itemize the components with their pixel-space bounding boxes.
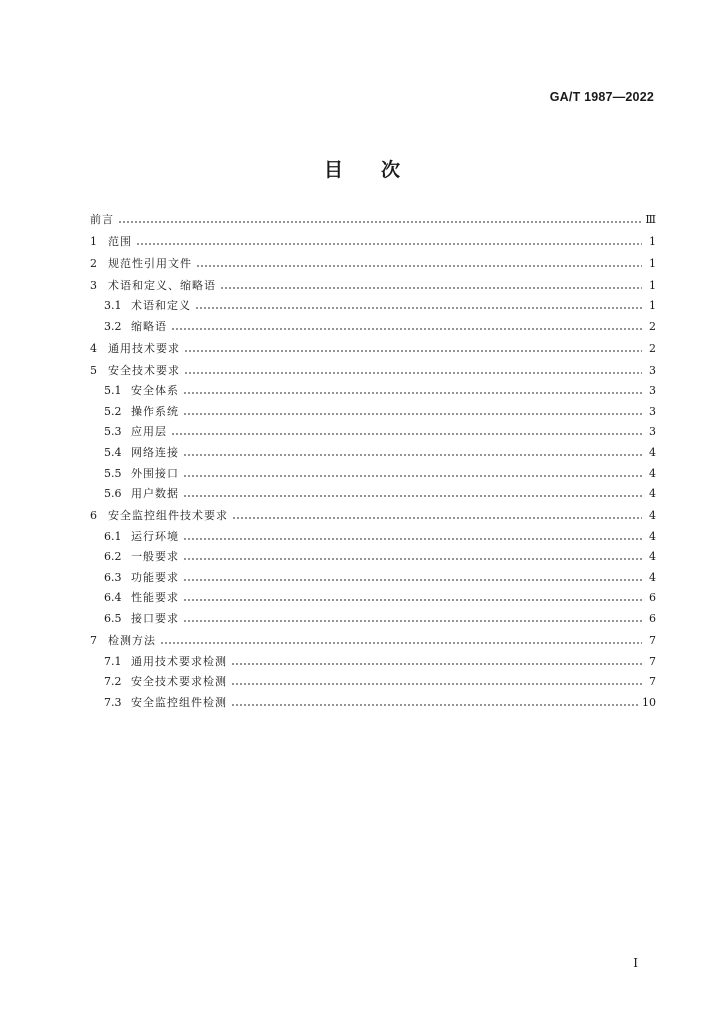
toc-entry-label: 前言 [90, 213, 114, 226]
toc-entry-page: 1 [649, 256, 656, 270]
toc-entry-number: 3.2 [104, 319, 122, 333]
toc-entry-number: 6.4 [104, 591, 122, 605]
toc-dot-leader [183, 486, 642, 498]
toc-title-char-2: 次 [381, 159, 401, 181]
toc-entry-label: 范围 [108, 234, 132, 248]
table-of-contents [90, 210, 656, 713]
toc-entry-label: 运行环境 [131, 529, 179, 543]
toc-entry-number: 7.3 [104, 695, 122, 709]
toc-entry-label: 安全技术要求检测 [131, 675, 227, 689]
toc-entry-label: 网络连接 [131, 446, 179, 460]
toc-dot-leader [171, 424, 642, 436]
toc-entry-label: 一般要求 [131, 550, 179, 564]
toc-entry[interactable] [90, 652, 656, 673]
toc-entry[interactable] [90, 672, 656, 693]
toc-entry[interactable] [90, 276, 656, 297]
toc-entry[interactable] [90, 568, 656, 589]
toc-entry[interactable] [90, 402, 656, 423]
toc-entry-page: 4 [649, 466, 656, 480]
toc-entry-page: 3 [649, 363, 656, 377]
toc-entry-page: 4 [649, 487, 656, 501]
toc-entry-label: 外围接口 [131, 466, 179, 480]
toc-entry[interactable] [90, 693, 656, 714]
page-number: I [633, 956, 638, 970]
toc-entry-label: 接口要求 [131, 612, 179, 626]
toc-dot-leader [183, 466, 642, 478]
toc-entry-label: 术语和定义、缩略语 [108, 278, 216, 292]
toc-entry-number: 5.2 [104, 404, 122, 418]
toc-entry-page: 6 [649, 591, 656, 605]
toc-dot-leader [183, 590, 642, 602]
standard-code: GA/T 1987—2022 [549, 90, 654, 104]
toc-title [0, 155, 724, 182]
toc-entry[interactable] [90, 506, 656, 527]
toc-entry-label: 应用层 [131, 425, 167, 439]
toc-entry-number: 7.1 [104, 654, 122, 668]
toc-dot-leader [220, 278, 642, 290]
toc-entry[interactable] [90, 464, 656, 485]
toc-entry-number: 1 [90, 234, 97, 248]
toc-entry-label: 性能要求 [131, 591, 179, 605]
toc-entry-number: 7 [90, 633, 97, 647]
toc-entry-label: 安全体系 [131, 384, 179, 398]
toc-entry-label: 安全技术要求 [108, 363, 180, 377]
toc-dot-leader [183, 445, 642, 457]
toc-entry-page: 4 [649, 509, 656, 523]
toc-entry-number: 5 [90, 363, 97, 377]
toc-entry-label: 功能要求 [131, 570, 179, 584]
toc-entry-page: 10 [642, 695, 656, 709]
toc-dot-leader [118, 212, 641, 224]
toc-entry-page: 1 [649, 278, 656, 292]
toc-entry-page: 7 [649, 675, 656, 689]
toc-dot-leader [183, 529, 642, 541]
toc-dot-leader [183, 611, 642, 623]
toc-entry-label: 安全监控组件技术要求 [108, 509, 228, 523]
toc-dot-leader [184, 363, 642, 375]
toc-entry-number: 4 [90, 341, 97, 355]
toc-entry-label: 检测方法 [108, 633, 156, 647]
toc-dot-leader [183, 404, 642, 416]
toc-entry-page: 7 [649, 654, 656, 668]
toc-title-char-1: 目 [323, 159, 343, 181]
toc-entry[interactable] [90, 484, 656, 505]
toc-entry-number: 2 [90, 256, 97, 270]
toc-entry-page: 3 [649, 384, 656, 398]
toc-entry[interactable] [90, 588, 656, 609]
toc-entry[interactable] [90, 361, 656, 382]
toc-entry-number: 7.2 [104, 675, 122, 689]
toc-entry-page: 3 [649, 425, 656, 439]
toc-entry[interactable] [90, 547, 656, 568]
toc-entry-number: 6.2 [104, 550, 122, 564]
toc-entry-page: 4 [649, 529, 656, 543]
toc-entry-label: 安全监控组件检测 [131, 695, 227, 709]
toc-entry-page: 3 [649, 404, 656, 418]
toc-entry-number: 6.3 [104, 570, 122, 584]
toc-entry-label: 规范性引用文件 [108, 256, 192, 270]
toc-dot-leader [183, 383, 642, 395]
toc-entry-page: 4 [649, 570, 656, 584]
toc-entry[interactable] [90, 631, 656, 652]
toc-entry[interactable] [90, 296, 656, 317]
toc-entry-number: 6 [90, 509, 97, 523]
toc-entry-number: 6.5 [104, 612, 122, 626]
toc-entry-label: 操作系统 [131, 404, 179, 418]
toc-entry[interactable] [90, 443, 656, 464]
toc-dot-leader [183, 570, 642, 582]
toc-entry-number: 3 [90, 278, 97, 292]
toc-entry-page: 4 [649, 446, 656, 460]
toc-entry-label: 术语和定义 [131, 299, 191, 313]
toc-dot-leader [183, 549, 642, 561]
toc-dot-leader [195, 298, 642, 310]
toc-entry-label: 缩略语 [131, 319, 167, 333]
toc-entry-page: 6 [649, 612, 656, 626]
toc-entry[interactable] [90, 317, 656, 338]
toc-dot-leader [136, 234, 642, 246]
toc-entry[interactable] [90, 422, 656, 443]
toc-entry-page: Ⅲ [645, 213, 656, 226]
toc-entry-number: 3.1 [104, 299, 122, 313]
toc-entry[interactable] [90, 527, 656, 548]
toc-entry-number: 6.1 [104, 529, 122, 543]
toc-dot-leader [171, 319, 642, 331]
toc-entry-page: 1 [649, 234, 656, 248]
toc-entry[interactable] [90, 232, 656, 253]
toc-dot-leader [231, 674, 642, 686]
toc-entry-page: 2 [649, 341, 656, 355]
toc-entry-number: 5.1 [104, 384, 122, 398]
toc-entry[interactable] [90, 609, 656, 630]
toc-entry-label: 用户数据 [131, 487, 179, 501]
toc-dot-leader [160, 633, 642, 645]
toc-entry-label: 通用技术要求 [108, 341, 180, 355]
toc-entry-label: 通用技术要求检测 [131, 654, 227, 668]
toc-dot-leader [231, 695, 638, 707]
toc-entry-number: 5.5 [104, 466, 122, 480]
toc-entry-number: 5.3 [104, 425, 122, 439]
toc-dot-leader [231, 654, 642, 666]
toc-entry[interactable] [90, 381, 656, 402]
toc-dot-leader [232, 508, 642, 520]
toc-dot-leader [184, 341, 642, 353]
toc-entry-page: 7 [649, 633, 656, 647]
toc-entry[interactable] [90, 254, 656, 275]
toc-entry[interactable] [90, 210, 656, 231]
toc-entry[interactable] [90, 339, 656, 360]
toc-entry-number: 5.6 [104, 487, 122, 501]
toc-entry-page: 1 [649, 299, 656, 313]
toc-entry-number: 5.4 [104, 446, 122, 460]
toc-entry-page: 4 [649, 550, 656, 564]
toc-dot-leader [196, 256, 642, 268]
toc-entry-page: 2 [649, 319, 656, 333]
